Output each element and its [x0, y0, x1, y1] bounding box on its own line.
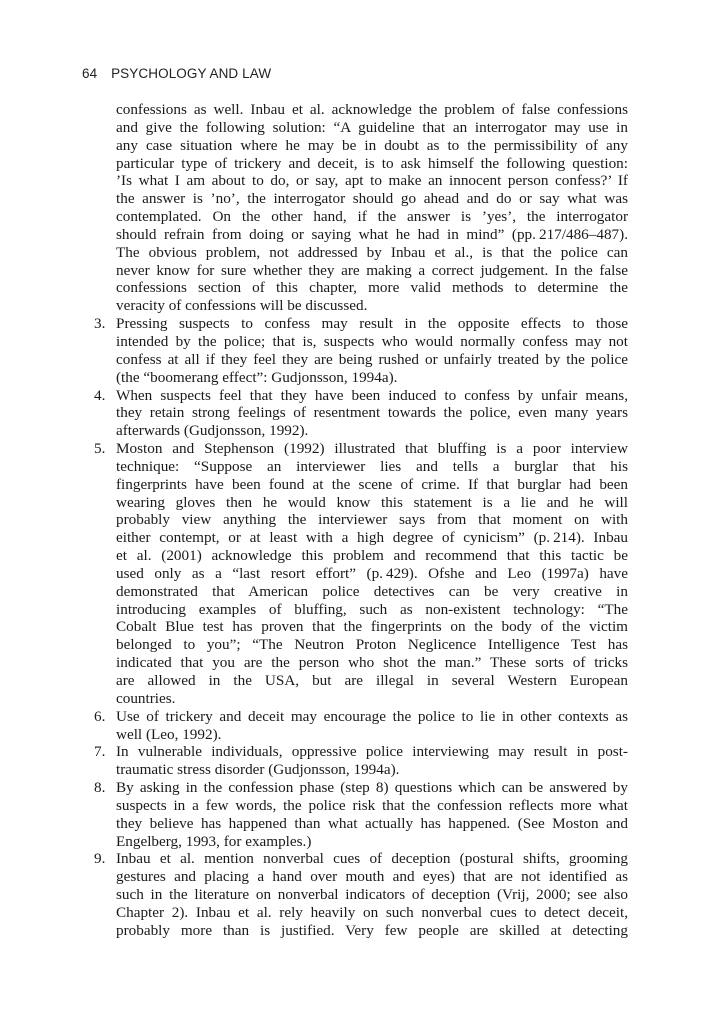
text-line: technique: “Suppose an interviewer lies and tells a burglar that his [116, 457, 628, 475]
text-line: When suspects feel that they have been induced to confess by unfair means, [116, 386, 628, 404]
text-line: suspects in a few words, the police risk that the confession reflects more what [116, 796, 628, 814]
text-line: indicated that you are the person who shot the man.” These sorts of tricks [116, 654, 628, 672]
page-body [94, 101, 628, 940]
text-line: countries. [116, 689, 176, 707]
text-line: should refrain from doing or saying what he had in mind” (pp. 217/486–487). [116, 225, 628, 243]
text-line: the answer is ’no’, the interrogator should go ahead and do or say what was [116, 190, 628, 208]
text-line: such in the literature on nonverbal indicators of deception (Vrij, 2000; see also [116, 886, 628, 904]
text-line: introducing examples of bluffing, such as non-existent technology: “The [116, 600, 628, 618]
text-line: veracity of confessions will be discussed. [116, 297, 368, 315]
text-line: either contempt, or at least with a high degree of cynicism” (p. 214). Inbau [116, 529, 628, 547]
list-item-number: 4. [94, 386, 106, 404]
text-line: never know for sure whether they are making a correct judgement. In the false [116, 261, 628, 279]
text-line: probably more than is justified. Very few people are skilled at detecting [116, 921, 628, 939]
text-line: intended by the police; that is, suspects who would normally confess may not [116, 332, 628, 350]
text-line: belonged to you”; “The Neutron Proton Neglicence Intelligence Test has [116, 636, 628, 654]
list-item [94, 707, 628, 744]
text-line: traumatic stress disorder (Gudjonsson, 1994a). [116, 761, 400, 779]
text-line: Use of trickery and deceit may encourage the police to lie in other contexts as [116, 707, 628, 725]
running-header [82, 66, 271, 81]
text-line: fingerprints have been found at the scene of crime. If that burglar had been [116, 475, 628, 493]
text-line: are allowed in the USA, but are illegal in several Western European [116, 672, 628, 689]
text-line: and give the following solution: “A guideline that an interrogator may use in [116, 118, 628, 136]
list-item [94, 779, 628, 850]
page-number: 64 [82, 66, 98, 81]
text-line: particular type of trickery and deceit, is to ask himself the following question: [116, 154, 628, 172]
text-line: ’Is what I am about to do, or say, apt to make an innocent person confess?’ If [116, 172, 628, 190]
text-line: Chapter 2). Inbau et al. rely heavily on such nonverbal cues to detect deceit, [116, 903, 628, 921]
list-item-number: 7. [94, 743, 106, 761]
text-line: used only as a “last resort effort” (p. 429). Ofshe and Leo (1997a) have [116, 564, 628, 582]
list-item-number: 9. [94, 850, 106, 868]
text-line: Engelberg, 1993, for examples.) [116, 832, 312, 850]
running-title: PSYCHOLOGY AND LAW [111, 66, 272, 81]
list-item-number: 3. [94, 315, 106, 333]
list-item [94, 743, 628, 779]
paragraph [116, 101, 628, 315]
text-line: confess at all if they feel they are being rushed or unfairly treated by the police [116, 350, 628, 368]
text-line: et al. (2001) acknowledge this problem and recommend that this tactic be [116, 547, 628, 565]
text-line: well (Leo, 1992). [116, 725, 222, 743]
text-line: In vulnerable individuals, oppressive police interviewing may result in post- [116, 743, 628, 761]
text-line: probably view anything the interviewer says from that moment on with [116, 511, 628, 529]
list-item [94, 850, 628, 939]
list-item-number: 8. [94, 779, 106, 797]
text-line: (the “boomerang effect”: Gudjonsson, 1994a). [116, 368, 398, 386]
text-line: they retain strong feelings of resentment towards the police, even many years [116, 404, 628, 422]
text-line: they believe has happened than what actually has happened. (See Moston and [116, 814, 628, 832]
text-line: Cobalt Blue test has proven that the fingerprints on the body of the victim [116, 618, 628, 636]
text-line: confessions as well. Inbau et al. acknowledge the problem of false confessions [116, 101, 628, 118]
text-line: gestures and placing a hand over mouth and eyes) that are not identified as [116, 868, 628, 886]
list-item [94, 440, 628, 708]
list-item [94, 315, 628, 386]
text-line: Inbau et al. mention nonverbal cues of deception (postural shifts, grooming [116, 850, 628, 868]
list-item [94, 386, 628, 441]
list-item-number: 5. [94, 440, 106, 458]
text-line: demonstrated that American police detectives can be very creative in [116, 582, 628, 600]
list-item-number: 6. [94, 707, 106, 725]
text-line: Pressing suspects to confess may result in the opposite effects to those [116, 315, 628, 333]
text-line: confessions section of this chapter, more valid methods to determine the [116, 279, 628, 297]
text-line: afterwards (Gudjonsson, 1992). [116, 422, 309, 440]
text-line: Moston and Stephenson (1992) illustrated that bluffing is a poor interview [116, 440, 628, 458]
text-line: By asking in the confession phase (step 8) questions which can be answered by [116, 779, 628, 797]
text-line: contemplated. On the other hand, if the answer is ’yes’, the interrogator [116, 208, 628, 226]
text-line: wearing gloves then he would know this statement is a lie and he will [116, 493, 628, 511]
text-line: any case situation where he may be in doubt as to the permissibility of any [116, 136, 628, 154]
text-line: The obvious problem, not addressed by Inbau et al., is that the police can [116, 243, 628, 261]
